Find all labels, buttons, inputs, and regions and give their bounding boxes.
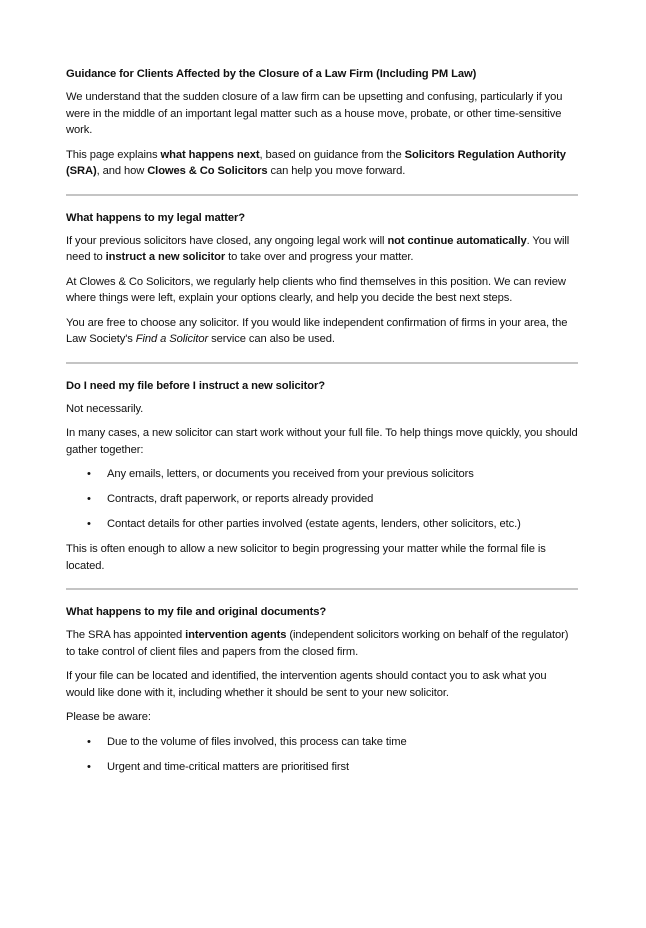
section2-paragraph-3: This is often enough to allow a new solicitor to begin progressing your matter while the formal file is located. [66,543,546,572]
section3-bullet-list [66,734,578,776]
intro-paragraph-1: We understand that the sudden closure of a law firm can be upsetting and confusing, particularly if you were in the middle of an important legal matter such as a house move, probate, or other time-sensitive work. [66,91,563,136]
list-item: • Any emails, letters, or documents you received from your previous solicitors [66,466,578,483]
section2-heading: Do I need my file before I instruct a new solicitor? [66,379,326,392]
section-divider [66,194,578,196]
list-item: • Urgent and time-critical matters are prioritised first [66,759,578,776]
bullet-icon: • [87,760,91,773]
list-item: • Contact details for other parties involved (estate agents, lenders, other solicitors, etc.) [66,516,578,533]
section2-bullet-list [66,466,578,533]
section-divider [66,588,578,590]
bold-what-happens-next: what happens next [160,148,260,161]
bullet-icon: • [87,518,91,530]
find-a-solicitor-text: Find a Solicitor [135,333,209,345]
intro-paragraph-2: This page explains what happens next, based on guidance from the Solicitors Regulation Authority (SRA), and how Clowes & Co Solicitors can help you move forward. [66,148,566,177]
section1-paragraph-3: You are free to choose any solicitor. If you would like independent confirmation of firms in your area, the Law Society's Find a Solicitor service can also be used. [66,316,568,345]
section3-paragraph-3: Please be aware: [66,711,151,723]
section2-paragraph-2: In many cases, a new solicitor can start work without your full file. To help things move quickly, you should gather together: [66,427,578,456]
section3-heading: What happens to my file and original documents? [66,606,327,618]
section1-paragraph-1: If your previous solicitors have closed, any ongoing legal work will not continue automatically. You will need to instruct a new solicitor to take over and progress your matter. [66,234,570,263]
section3-paragraph-2: If your file can be located and identified, the intervention agents should contact you to ask what you would like done with it, including whether it should be sent to your new solicitor. [66,670,547,699]
section-divider [66,362,578,364]
list-item: • Due to the volume of files involved, this process can take time [66,734,578,751]
section1-paragraph-2: At Clowes & Co Solicitors, we regularly help clients who find themselves in this position. We can review where things were left, explain your options clearly, and help you decide the best next steps. [66,275,566,304]
document-page [66,66,578,784]
section3-paragraph-1: The SRA has appointed intervention agents (independent solicitors working on behalf of the regulator) to take control of client files and papers from the closed firm. [66,629,569,658]
section2-paragraph-1: Not necessarily. [66,402,144,415]
bullet-icon: • [87,493,91,505]
page-title: Guidance for Clients Affected by the Closure of a Law Firm (Including PM Law) [66,68,477,80]
section1-heading: What happens to my legal matter? [66,211,245,224]
list-item: • Contracts, draft paperwork, or reports already provided [66,491,578,508]
bullet-icon: • [87,468,91,480]
bold-firm-name: Clowes & Co Solicitors [147,165,268,177]
bold-sra: Solicitors Regulation Authority (SRA) [66,148,566,177]
bullet-icon: • [87,735,91,748]
